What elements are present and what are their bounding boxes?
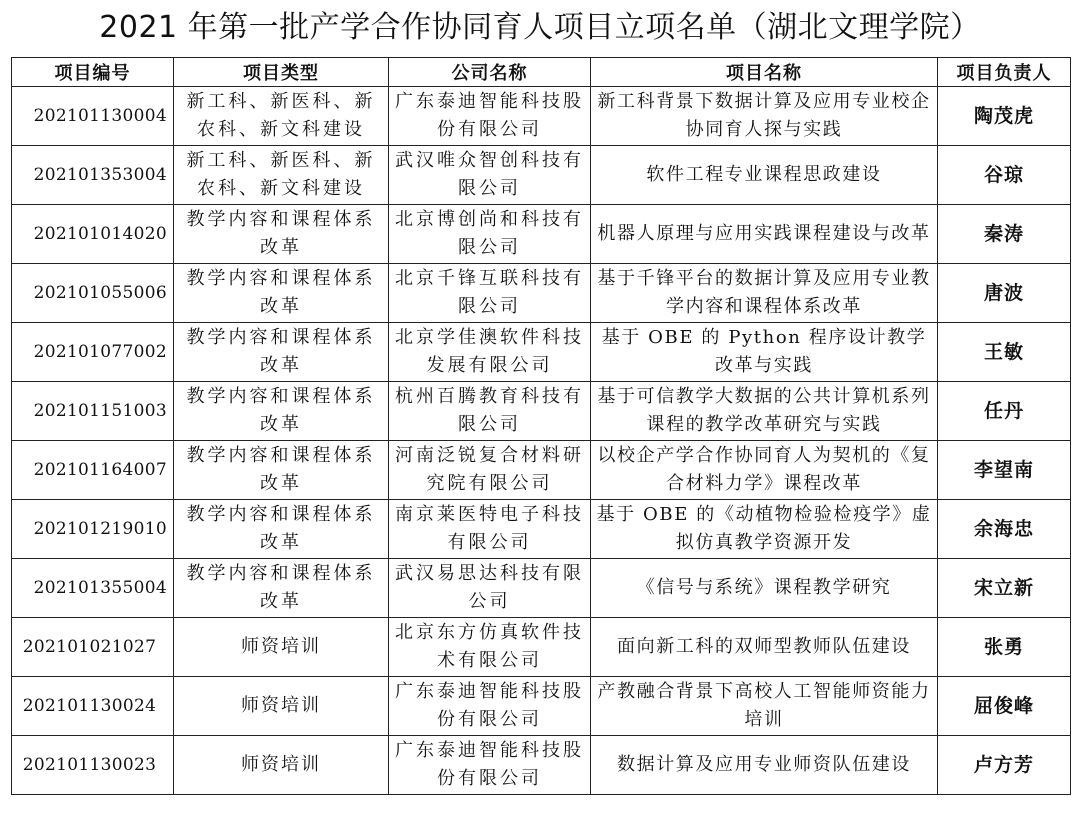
company-name-cell: 杭州百腾教育科技有限公司 — [389, 382, 591, 441]
project-name-cell: 《信号与系统》课程教学研究 — [591, 559, 938, 618]
project-code-cell: 202101151003 — [12, 382, 174, 441]
company-name-cell: 广东泰迪智能科技股份有限公司 — [389, 87, 591, 146]
project-owner-cell: 张勇 — [938, 618, 1071, 677]
document-title: 2021 年第一批产学合作协同育人项目立项名单（湖北文理学院） — [99, 10, 981, 45]
table-row — [12, 146, 1071, 205]
project-type-cell: 新工科、新医科、新农科、新文科建设 — [174, 146, 389, 205]
project-name-cell: 基于千锋平台的数据计算及应用专业教学内容和课程体系改革 — [591, 264, 938, 323]
table-row — [12, 382, 1071, 441]
company-name-cell: 武汉唯众智创科技有限公司 — [389, 146, 591, 205]
project-type-cell: 师资培训 — [174, 618, 389, 677]
project-name-cell: 新工科背景下数据计算及应用专业校企协同育人探与实践 — [591, 87, 938, 146]
project-type-cell: 教学内容和课程体系改革 — [174, 205, 389, 264]
project-type-cell: 师资培训 — [174, 736, 389, 795]
project-code-cell: 202101164007 — [12, 441, 174, 500]
project-owner-cell: 唐波 — [938, 264, 1071, 323]
table-row — [12, 323, 1071, 382]
project-owner-cell: 余海忠 — [938, 500, 1071, 559]
project-owner-cell: 王敏 — [938, 323, 1071, 382]
project-type-cell: 教学内容和课程体系改革 — [174, 500, 389, 559]
header-project-code: 项目编号 — [12, 58, 174, 87]
project-name-cell: 基于可信教学大数据的公共计算机系列课程的教学改革研究与实践 — [591, 382, 938, 441]
project-owner-cell: 李望南 — [938, 441, 1071, 500]
project-code-cell: 202101021027 — [12, 618, 174, 677]
project-owner-cell: 任丹 — [938, 382, 1071, 441]
project-owner-cell: 宋立新 — [938, 559, 1071, 618]
company-name-cell: 北京千锋互联科技有限公司 — [389, 264, 591, 323]
table-header-row — [12, 58, 1071, 87]
project-name-cell: 面向新工科的双师型教师队伍建设 — [591, 618, 938, 677]
project-code-cell: 202101353004 — [12, 146, 174, 205]
project-name-cell: 基于 OBE 的 Python 程序设计教学改革与实践 — [591, 323, 938, 382]
header-project-name: 项目名称 — [591, 58, 938, 87]
project-owner-cell: 陶茂虎 — [938, 87, 1071, 146]
project-name-cell: 产教融合背景下高校人工智能师资能力培训 — [591, 677, 938, 736]
company-name-cell: 北京学佳澳软件科技发展有限公司 — [389, 323, 591, 382]
table-row — [12, 559, 1071, 618]
table-row — [12, 500, 1071, 559]
project-name-cell: 基于 OBE 的《动植物检验检疫学》虚拟仿真教学资源开发 — [591, 500, 938, 559]
project-list-table — [11, 57, 1071, 795]
project-type-cell: 新工科、新医科、新农科、新文科建设 — [174, 87, 389, 146]
project-code-cell: 202101014020 — [12, 205, 174, 264]
project-name-cell: 以校企产学合作协同育人为契机的《复合材料力学》课程改革 — [591, 441, 938, 500]
project-code-cell: 202101130023 — [12, 736, 174, 795]
company-name-cell: 广东泰迪智能科技股份有限公司 — [389, 736, 591, 795]
header-project-owner: 项目负责人 — [938, 58, 1071, 87]
project-type-cell: 教学内容和课程体系改革 — [174, 559, 389, 618]
project-type-cell: 教学内容和课程体系改革 — [174, 323, 389, 382]
project-name-cell: 机器人原理与应用实践课程建设与改革 — [591, 205, 938, 264]
project-code-cell: 202101130004 — [12, 87, 174, 146]
company-name-cell: 河南泛锐复合材料研究院有限公司 — [389, 441, 591, 500]
header-project-type: 项目类型 — [174, 58, 389, 87]
project-owner-cell: 卢方芳 — [938, 736, 1071, 795]
table-row — [12, 677, 1071, 736]
project-code-cell: 202101130024 — [12, 677, 174, 736]
table-row — [12, 618, 1071, 677]
company-name-cell: 北京东方仿真软件技术有限公司 — [389, 618, 591, 677]
project-type-cell: 教学内容和课程体系改革 — [174, 382, 389, 441]
company-name-cell: 武汉易思达科技有限公司 — [389, 559, 591, 618]
table-row — [12, 205, 1071, 264]
project-owner-cell: 秦涛 — [938, 205, 1071, 264]
project-owner-cell: 谷琼 — [938, 146, 1071, 205]
table-row — [12, 87, 1071, 146]
company-name-cell: 南京莱医特电子科技有限公司 — [389, 500, 591, 559]
project-code-cell: 202101077002 — [12, 323, 174, 382]
company-name-cell: 北京博创尚和科技有限公司 — [389, 205, 591, 264]
project-type-cell: 师资培训 — [174, 677, 389, 736]
project-name-cell: 数据计算及应用专业师资队伍建设 — [591, 736, 938, 795]
table-body — [12, 87, 1071, 795]
project-code-cell: 202101355004 — [12, 559, 174, 618]
project-name-cell: 软件工程专业课程思政建设 — [591, 146, 938, 205]
table-row — [12, 264, 1071, 323]
project-type-cell: 教学内容和课程体系改革 — [174, 264, 389, 323]
project-code-cell: 202101055006 — [12, 264, 174, 323]
project-type-cell: 教学内容和课程体系改革 — [174, 441, 389, 500]
company-name-cell: 广东泰迪智能科技股份有限公司 — [389, 677, 591, 736]
project-owner-cell: 屈俊峰 — [938, 677, 1071, 736]
header-company-name: 公司名称 — [389, 58, 591, 87]
table-row — [12, 736, 1071, 795]
project-code-cell: 202101219010 — [12, 500, 174, 559]
table-row — [12, 441, 1071, 500]
